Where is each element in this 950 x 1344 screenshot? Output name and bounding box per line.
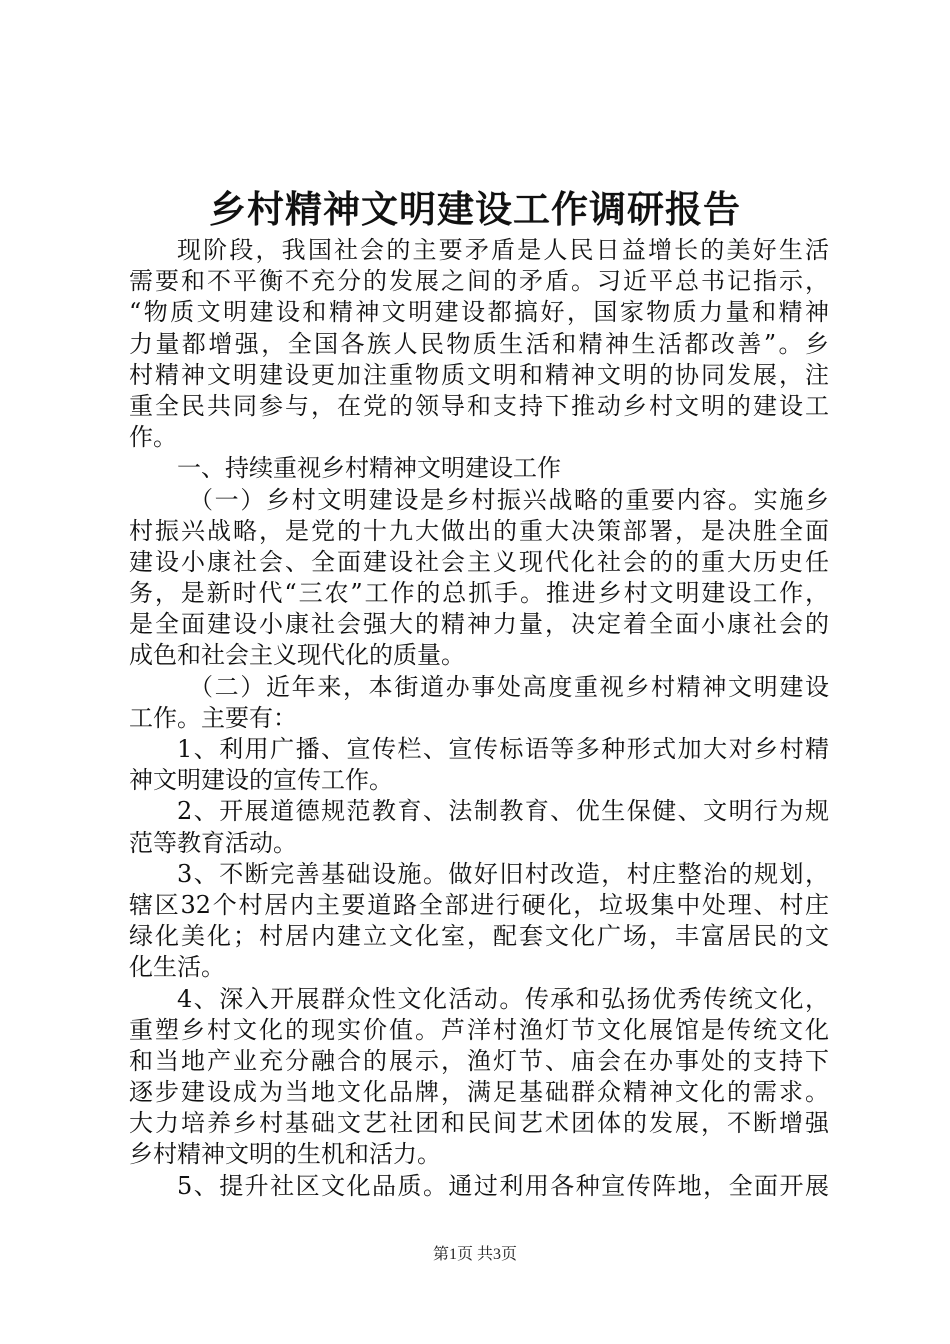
paragraph-line: 力量都增强，全国各族人民物质生活和精神生活都改善”。乡 xyxy=(129,329,829,358)
paragraph-line: 作。 xyxy=(129,423,177,452)
list-item-line: 重塑乡村文化的现实价值。芦洋村渔灯节文化展馆是传统文化 xyxy=(129,1015,829,1044)
paragraph-line: “物质文明建设和精神文明建设都搞好，国家物质力量和精神 xyxy=(129,298,829,327)
page-number-footer: 第1页 共3页 xyxy=(432,1246,517,1263)
paragraph-line: 村精神文明建设更加注重物质文明和精神文明的协同发展，注 xyxy=(129,360,829,389)
paragraph-line: （二）近年来，本街道办事处高度重视乡村精神文明建设 xyxy=(189,672,829,701)
document-body xyxy=(129,235,829,1202)
paragraph-line: 需要和不平衡不充分的发展之间的矛盾。习近平总书记指示， xyxy=(129,267,829,296)
paragraph-line: 建设小康社会、全面建设社会主义现代化社会的的重大历史任 xyxy=(129,547,829,576)
list-item-line: 1、利用广播、宣传栏、宣传标语等多种形式加大对乡村精 xyxy=(177,735,829,763)
list-item-line: 3、不断完善基础设施。做好旧村改造，村庄整治的规划， xyxy=(177,859,829,888)
paragraph-line: 重全民共同参与，在党的领导和支持下推动乡村文明的建设工 xyxy=(129,391,829,420)
list-item-line: 神文明建设的宣传工作。 xyxy=(129,766,393,795)
paragraph-line: 村振兴战略，是党的十九大做出的重大决策部署，是决胜全面 xyxy=(129,516,829,545)
list-item-line: 和当地产业充分融合的展示，渔灯节、庙会在办事处的支持下 xyxy=(129,1046,829,1075)
list-item-line: 乡村精神文明的生机和活力。 xyxy=(129,1140,441,1169)
list-item-line: 绿化美化；村居内建立文化室，配套文化广场，丰富居民的文 xyxy=(129,922,829,951)
paragraph-line: 是全面建设小康社会强大的精神力量，决定着全面小康社会的 xyxy=(129,610,829,639)
list-item-line: 辖区32个村居内主要道路全部进行硬化，垃圾集中处理、村庄 xyxy=(129,890,829,919)
paragraph-line: （一）乡村文明建设是乡村振兴战略的重要内容。实施乡 xyxy=(189,485,829,514)
list-item-line: 大力培养乡村基础文艺社团和民间艺术团体的发展，不断增强 xyxy=(129,1109,829,1138)
list-item-line: 5、提升社区文化品质。通过利用各种宣传阵地，全面开展 xyxy=(177,1171,829,1200)
document-title: 乡村精神文明建设工作调研报告 xyxy=(209,187,741,231)
list-item-line: 化生活。 xyxy=(129,953,225,982)
paragraph-line: 务，是新时代“三农”工作的总抓手。推进乡村文明建设工作， xyxy=(129,579,829,608)
paragraph-line: 工作。主要有： xyxy=(129,703,297,732)
section-heading: 一、持续重视乡村精神文明建设工作 xyxy=(177,454,561,483)
list-item-line: 范等教育活动。 xyxy=(129,828,297,857)
list-item-line: 逐步建设成为当地文化品牌，满足基础群众精神文化的需求。 xyxy=(129,1078,829,1107)
list-item-line: 4、深入开展群众性文化活动。传承和弘扬优秀传统文化， xyxy=(177,984,829,1013)
paragraph-line: 现阶段，我国社会的主要矛盾是人民日益增长的美好生活 xyxy=(177,236,829,264)
paragraph-line: 成色和社会主义现代化的质量。 xyxy=(129,641,465,670)
list-item-line: 2、开展道德规范教育、法制教育、优生保健、文明行为规 xyxy=(177,797,829,826)
